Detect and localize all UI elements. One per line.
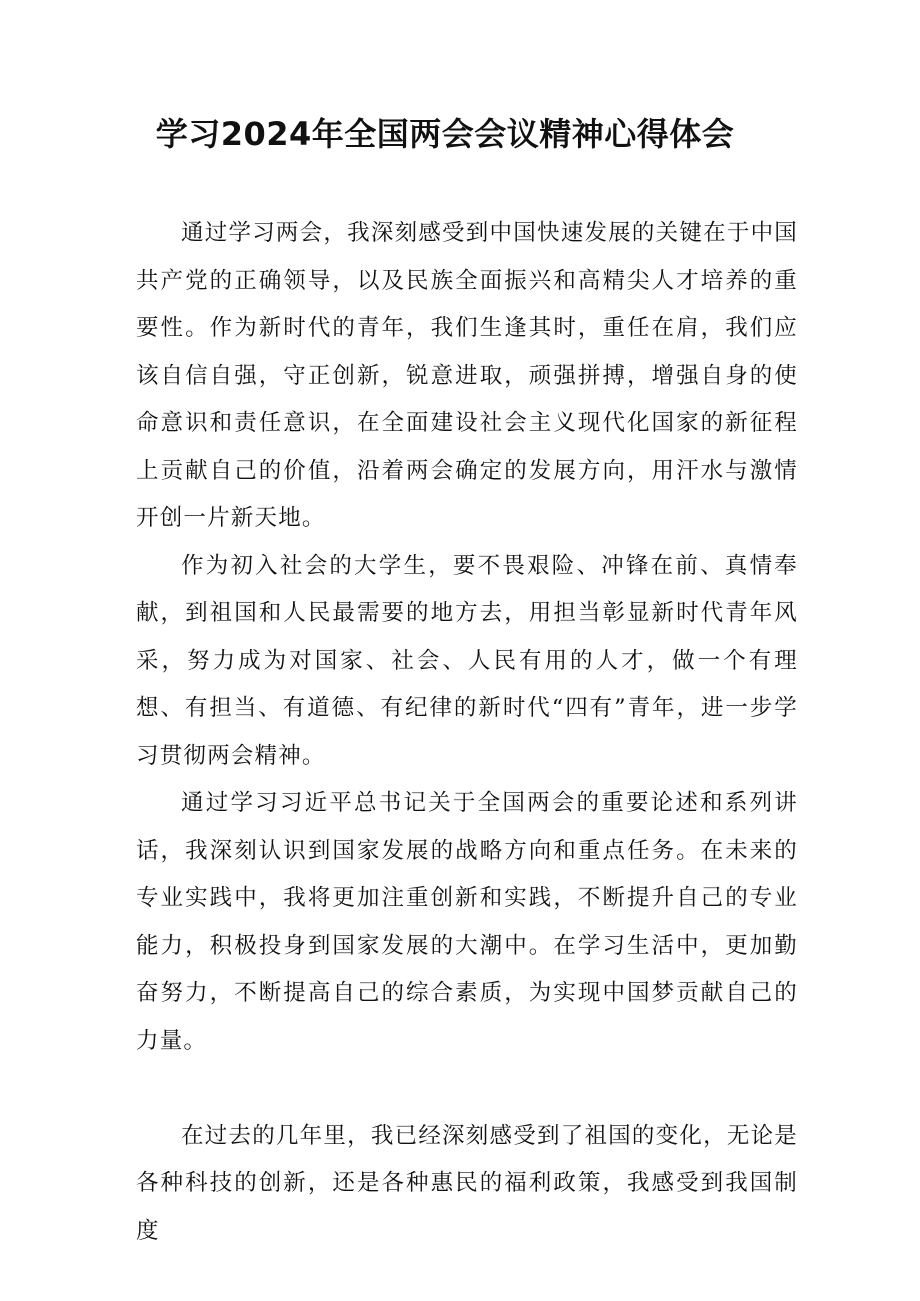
paragraph-3: 通过学习习近平总书记关于全国两会的重要论述和系列讲话，我深刻认识到国家发展的战略方向和重点任务。在未来的专业实践中，我将更加注重创新和实践，不断提升自己的专业能力，积极投身到国家发展的大潮中。在学习生活中，更加勤奋努力，不断提高自己的综合素质，为实现中国梦贡献自己的力量。 — [136, 790, 798, 1054]
document-body — [136, 210, 798, 1255]
document-title: 学习2024年全国两会会议精神心得体会 — [155, 115, 735, 153]
paragraph-2: 作为初入社会的大学生，要不畏艰险、冲锋在前、真情奉献，到祖国和人民最需要的地方去，用担当彰显新时代青年风采，努力成为对国家、社会、人民有用的人才，做一个有理想、有担当、有道德、有纪律的新时代“四有”青年，进一步学习贯彻两会精神。 — [136, 552, 798, 769]
paragraph-4: 在过去的几年里，我已经深刻感受到了祖国的变化，无论是各种科技的创新，还是各种惠民的福利政策，我感受到我国制度 — [136, 1122, 798, 1244]
paragraph-1: 通过学习两会，我深刻感受到中国快速发展的关键在于中国共产党的正确领导，以及民族全面振兴和高精尖人才培养的重要性。作为新时代的青年，我们生逢其时，重任在肩，我们应该自信自强，守正创新，锐意进取，顽强拼搏，增强自身的使命意识和责任意识，在全面建设社会主义现代化国家的新征程上贡献自己的价值，沿着两会确定的发展方向，用汗水与激情开创一片新天地。 — [136, 220, 798, 531]
